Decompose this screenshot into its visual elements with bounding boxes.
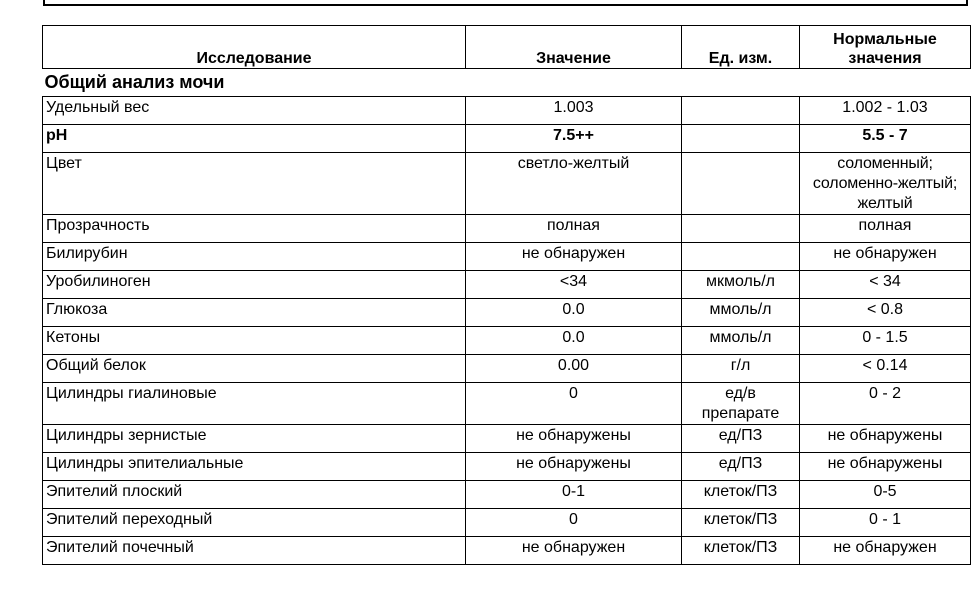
test-normal: 1.002 - 1.03	[800, 97, 971, 125]
table-row	[43, 383, 971, 425]
test-name: Общий белок	[43, 355, 466, 383]
test-name: Удельный вес	[43, 97, 466, 125]
test-unit	[682, 243, 800, 271]
section-header-row	[43, 69, 971, 97]
test-value: не обнаружен	[466, 537, 682, 565]
test-unit: ммоль/л	[682, 327, 800, 355]
table-row	[43, 509, 971, 537]
test-value: 0	[466, 509, 682, 537]
test-value: <34	[466, 271, 682, 299]
test-unit-line: ед/в	[725, 385, 756, 402]
test-unit	[682, 97, 800, 125]
table-row	[43, 355, 971, 383]
test-unit	[682, 125, 800, 153]
previous-section-frame	[43, 0, 968, 6]
test-value: не обнаружены	[466, 453, 682, 481]
test-name: Цилиндры эпителиальные	[43, 453, 466, 481]
test-normal: 0 - 1.5	[800, 327, 971, 355]
test-name: Эпителий переходный	[43, 509, 466, 537]
table-row	[43, 453, 971, 481]
test-normal-line: желтый	[857, 195, 913, 212]
column-header-test: Исследование	[43, 26, 466, 69]
test-name: Уробилиноген	[43, 271, 466, 299]
table-row	[43, 271, 971, 299]
test-normal: < 34	[800, 271, 971, 299]
test-unit-line: препарате	[701, 405, 780, 422]
table-row	[43, 327, 971, 355]
test-unit: г/л	[682, 355, 800, 383]
test-name: Цвет	[43, 153, 466, 215]
table-row	[43, 97, 971, 125]
test-normal: не обнаружен	[800, 243, 971, 271]
urinalysis-table	[42, 25, 971, 565]
table-row	[43, 125, 971, 153]
test-value: 0.0	[466, 327, 682, 355]
test-unit	[682, 153, 800, 215]
test-value: не обнаружены	[466, 425, 682, 453]
test-normal	[800, 153, 971, 215]
test-name: Билирубин	[43, 243, 466, 271]
test-unit: ед/ПЗ	[682, 453, 800, 481]
column-header-normal-line2: значения	[848, 50, 922, 67]
test-value: 0-1	[466, 481, 682, 509]
test-unit: клеток/ПЗ	[682, 509, 800, 537]
test-value: 1.003	[466, 97, 682, 125]
table-row	[43, 215, 971, 243]
test-name: Прозрачность	[43, 215, 466, 243]
test-unit: клеток/ПЗ	[682, 481, 800, 509]
test-unit: ммоль/л	[682, 299, 800, 327]
table-row	[43, 243, 971, 271]
table-header-row	[43, 26, 971, 69]
test-unit	[682, 383, 800, 425]
test-normal-line: соломенно-желтый;	[812, 175, 958, 192]
test-normal: не обнаружены	[800, 425, 971, 453]
test-name: Эпителий почечный	[43, 537, 466, 565]
test-value: 0	[466, 383, 682, 425]
table-row	[43, 153, 971, 215]
test-name: Кетоны	[43, 327, 466, 355]
test-normal: < 0.8	[800, 299, 971, 327]
section-title: Общий анализ мочи	[44, 72, 225, 92]
table-row	[43, 425, 971, 453]
test-unit: мкмоль/л	[682, 271, 800, 299]
test-name: Глюкоза	[43, 299, 466, 327]
test-name: Цилиндры зернистые	[43, 425, 466, 453]
test-unit: ед/ПЗ	[682, 425, 800, 453]
test-value: не обнаружен	[466, 243, 682, 271]
test-normal: 0-5	[800, 481, 971, 509]
test-value: 0.00	[466, 355, 682, 383]
test-normal: 0 - 1	[800, 509, 971, 537]
test-name: Эпителий плоский	[43, 481, 466, 509]
test-normal: полная	[800, 215, 971, 243]
test-normal: 5.5 - 7	[800, 125, 971, 153]
test-value: 0.0	[466, 299, 682, 327]
test-value: полная	[466, 215, 682, 243]
column-header-unit: Ед. изм.	[682, 26, 800, 69]
test-unit	[682, 215, 800, 243]
test-normal: < 0.14	[800, 355, 971, 383]
table-row	[43, 537, 971, 565]
column-header-value: Значение	[466, 26, 682, 69]
table-row	[43, 481, 971, 509]
test-name: pH	[43, 125, 466, 153]
test-normal: 0 - 2	[800, 383, 971, 425]
test-normal: не обнаружен	[800, 537, 971, 565]
test-normal-line: соломенный;	[837, 155, 933, 172]
test-normal: не обнаружены	[800, 453, 971, 481]
table-row	[43, 299, 971, 327]
test-name: Цилиндры гиалиновые	[43, 383, 466, 425]
test-value: 7.5++	[466, 125, 682, 153]
column-header-normal-line1: Нормальные	[833, 31, 937, 48]
column-header-normal	[800, 26, 971, 69]
test-value: светло-желтый	[466, 153, 682, 215]
test-unit: клеток/ПЗ	[682, 537, 800, 565]
